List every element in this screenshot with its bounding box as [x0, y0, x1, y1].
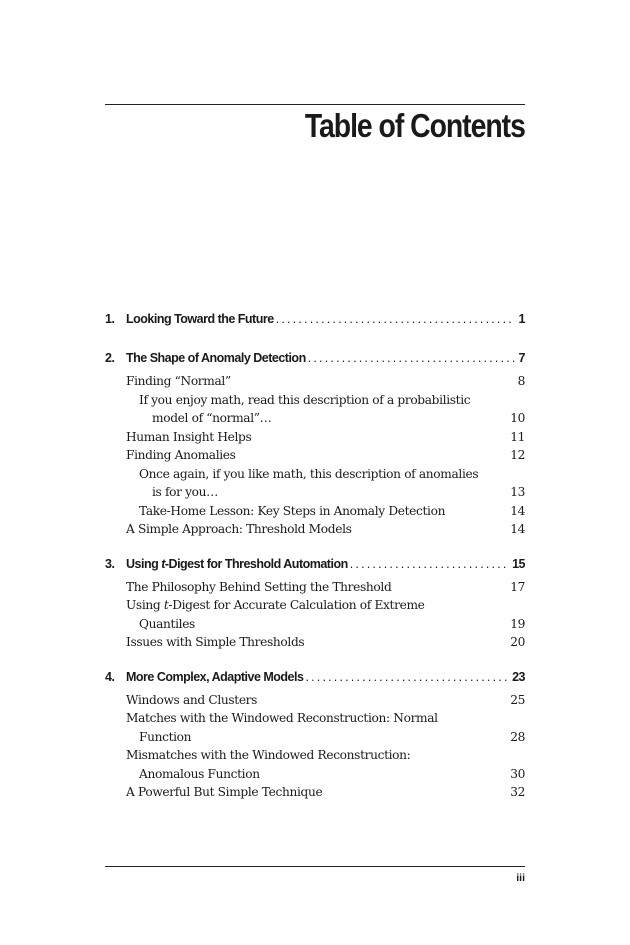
toc-entry[interactable] [105, 633, 525, 652]
toc-subentry[interactable] [105, 465, 525, 502]
dot-leader [305, 670, 508, 684]
chapter-heading[interactable] [105, 351, 525, 372]
entry-title-continuation: Quantiles [139, 616, 195, 631]
toc-subentry[interactable] [105, 391, 525, 428]
entry-title-italic: t [163, 598, 169, 612]
chapter-4 [105, 670, 525, 802]
toc-entry[interactable] [105, 428, 525, 447]
table-of-contents [105, 312, 525, 820]
entry-title: The Philosophy Behind Setting the Threshold [126, 579, 392, 594]
entry-title-part: -Digest for Accurate Calculation of Extreme [168, 598, 425, 612]
chapter-number: 3. [105, 556, 115, 571]
chapter-title: More Complex, Adaptive Models [126, 669, 304, 684]
chapter-page-number: 1 [518, 312, 525, 326]
chapter-title-italic: t [161, 556, 165, 571]
entry-title: Take-Home Lesson: Key Steps in Anomaly Detection [139, 503, 446, 518]
chapter-heading[interactable] [105, 312, 525, 333]
chapter-title: The Shape of Anomaly Detection [126, 351, 306, 365]
entry-page-number: 8 [517, 374, 525, 388]
chapter-page-number: 23 [512, 669, 525, 684]
toc-subentry[interactable] [105, 502, 525, 521]
entry-title: Human Insight Helps [126, 429, 252, 444]
entry-title-continuation: is for you… [152, 485, 218, 499]
entry-page-number: 30 [510, 766, 525, 781]
chapter-1 [105, 312, 525, 333]
entry-title: Windows and Clusters [126, 692, 258, 707]
entry-title: Matches with the Windowed Reconstruction: Normal [126, 711, 438, 725]
chapter-3 [105, 557, 525, 652]
entry-page-number: 12 [510, 448, 525, 462]
dot-leader [350, 557, 508, 571]
toc-entry[interactable] [105, 691, 525, 710]
entry-title: Once again, if you like math, this description of anomalies [139, 466, 479, 481]
page-title: Table of Contents [304, 107, 525, 144]
entry-page-number: 17 [510, 579, 525, 594]
entry-page-number: 28 [510, 729, 525, 744]
chapter-page-number: 7 [518, 351, 525, 365]
chapter-number: 2. [105, 351, 115, 365]
chapter-page-number: 15 [512, 556, 525, 571]
toc-entry[interactable] [105, 578, 525, 597]
entry-title-continuation: Function [139, 729, 192, 744]
dot-leader [308, 351, 515, 365]
entry-title: A Simple Approach: Threshold Models [126, 522, 352, 536]
entry-title: Finding “Normal” [126, 374, 231, 388]
toc-entry[interactable] [105, 783, 525, 802]
entry-title: Mismatches with the Windowed Reconstruction: [126, 748, 411, 762]
chapter-number: 1. [105, 312, 115, 326]
entry-title: A Powerful But Simple Technique [126, 785, 323, 799]
entry-title-part: Using [126, 598, 164, 612]
chapter-title: Looking Toward the Future [126, 312, 274, 326]
entry-page-number: 20 [510, 635, 525, 649]
entry-page-number: 14 [510, 503, 525, 518]
entry-page-number: 11 [510, 429, 525, 444]
entry-title [126, 596, 525, 615]
entry-title: Finding Anomalies [126, 448, 236, 462]
entry-title-continuation: Anomalous Function [139, 766, 260, 781]
toc-entry[interactable] [105, 746, 525, 783]
entry-page-number: 19 [510, 616, 525, 631]
chapter-title [126, 557, 348, 571]
entry-title: If you enjoy math, read this description of a probabilistic [139, 392, 471, 407]
toc-entry[interactable] [105, 372, 525, 391]
chapter-title-part: Using [126, 556, 162, 571]
chapter-title-part: -Digest for Threshold Automation [164, 556, 348, 571]
chapter-2 [105, 351, 525, 539]
chapter-number: 4. [105, 669, 115, 684]
entry-title-continuation: model of “normal”… [152, 411, 272, 425]
chapter-heading[interactable] [105, 670, 525, 691]
toc-entry[interactable] [105, 520, 525, 539]
toc-entry[interactable] [105, 596, 525, 633]
entry-page-number: 13 [510, 485, 525, 499]
toc-entry[interactable] [105, 709, 525, 746]
entry-page-number: 25 [510, 692, 525, 707]
toc-entry[interactable] [105, 446, 525, 465]
entry-page-number: 32 [510, 785, 525, 799]
dot-leader [276, 312, 515, 326]
entry-page-number: 14 [510, 522, 525, 536]
chapter-heading[interactable] [105, 557, 525, 578]
entry-page-number: 10 [510, 411, 525, 425]
entry-title: Issues with Simple Thresholds [126, 635, 305, 649]
bottom-rule [105, 866, 525, 867]
page-folio: iii [516, 872, 525, 884]
